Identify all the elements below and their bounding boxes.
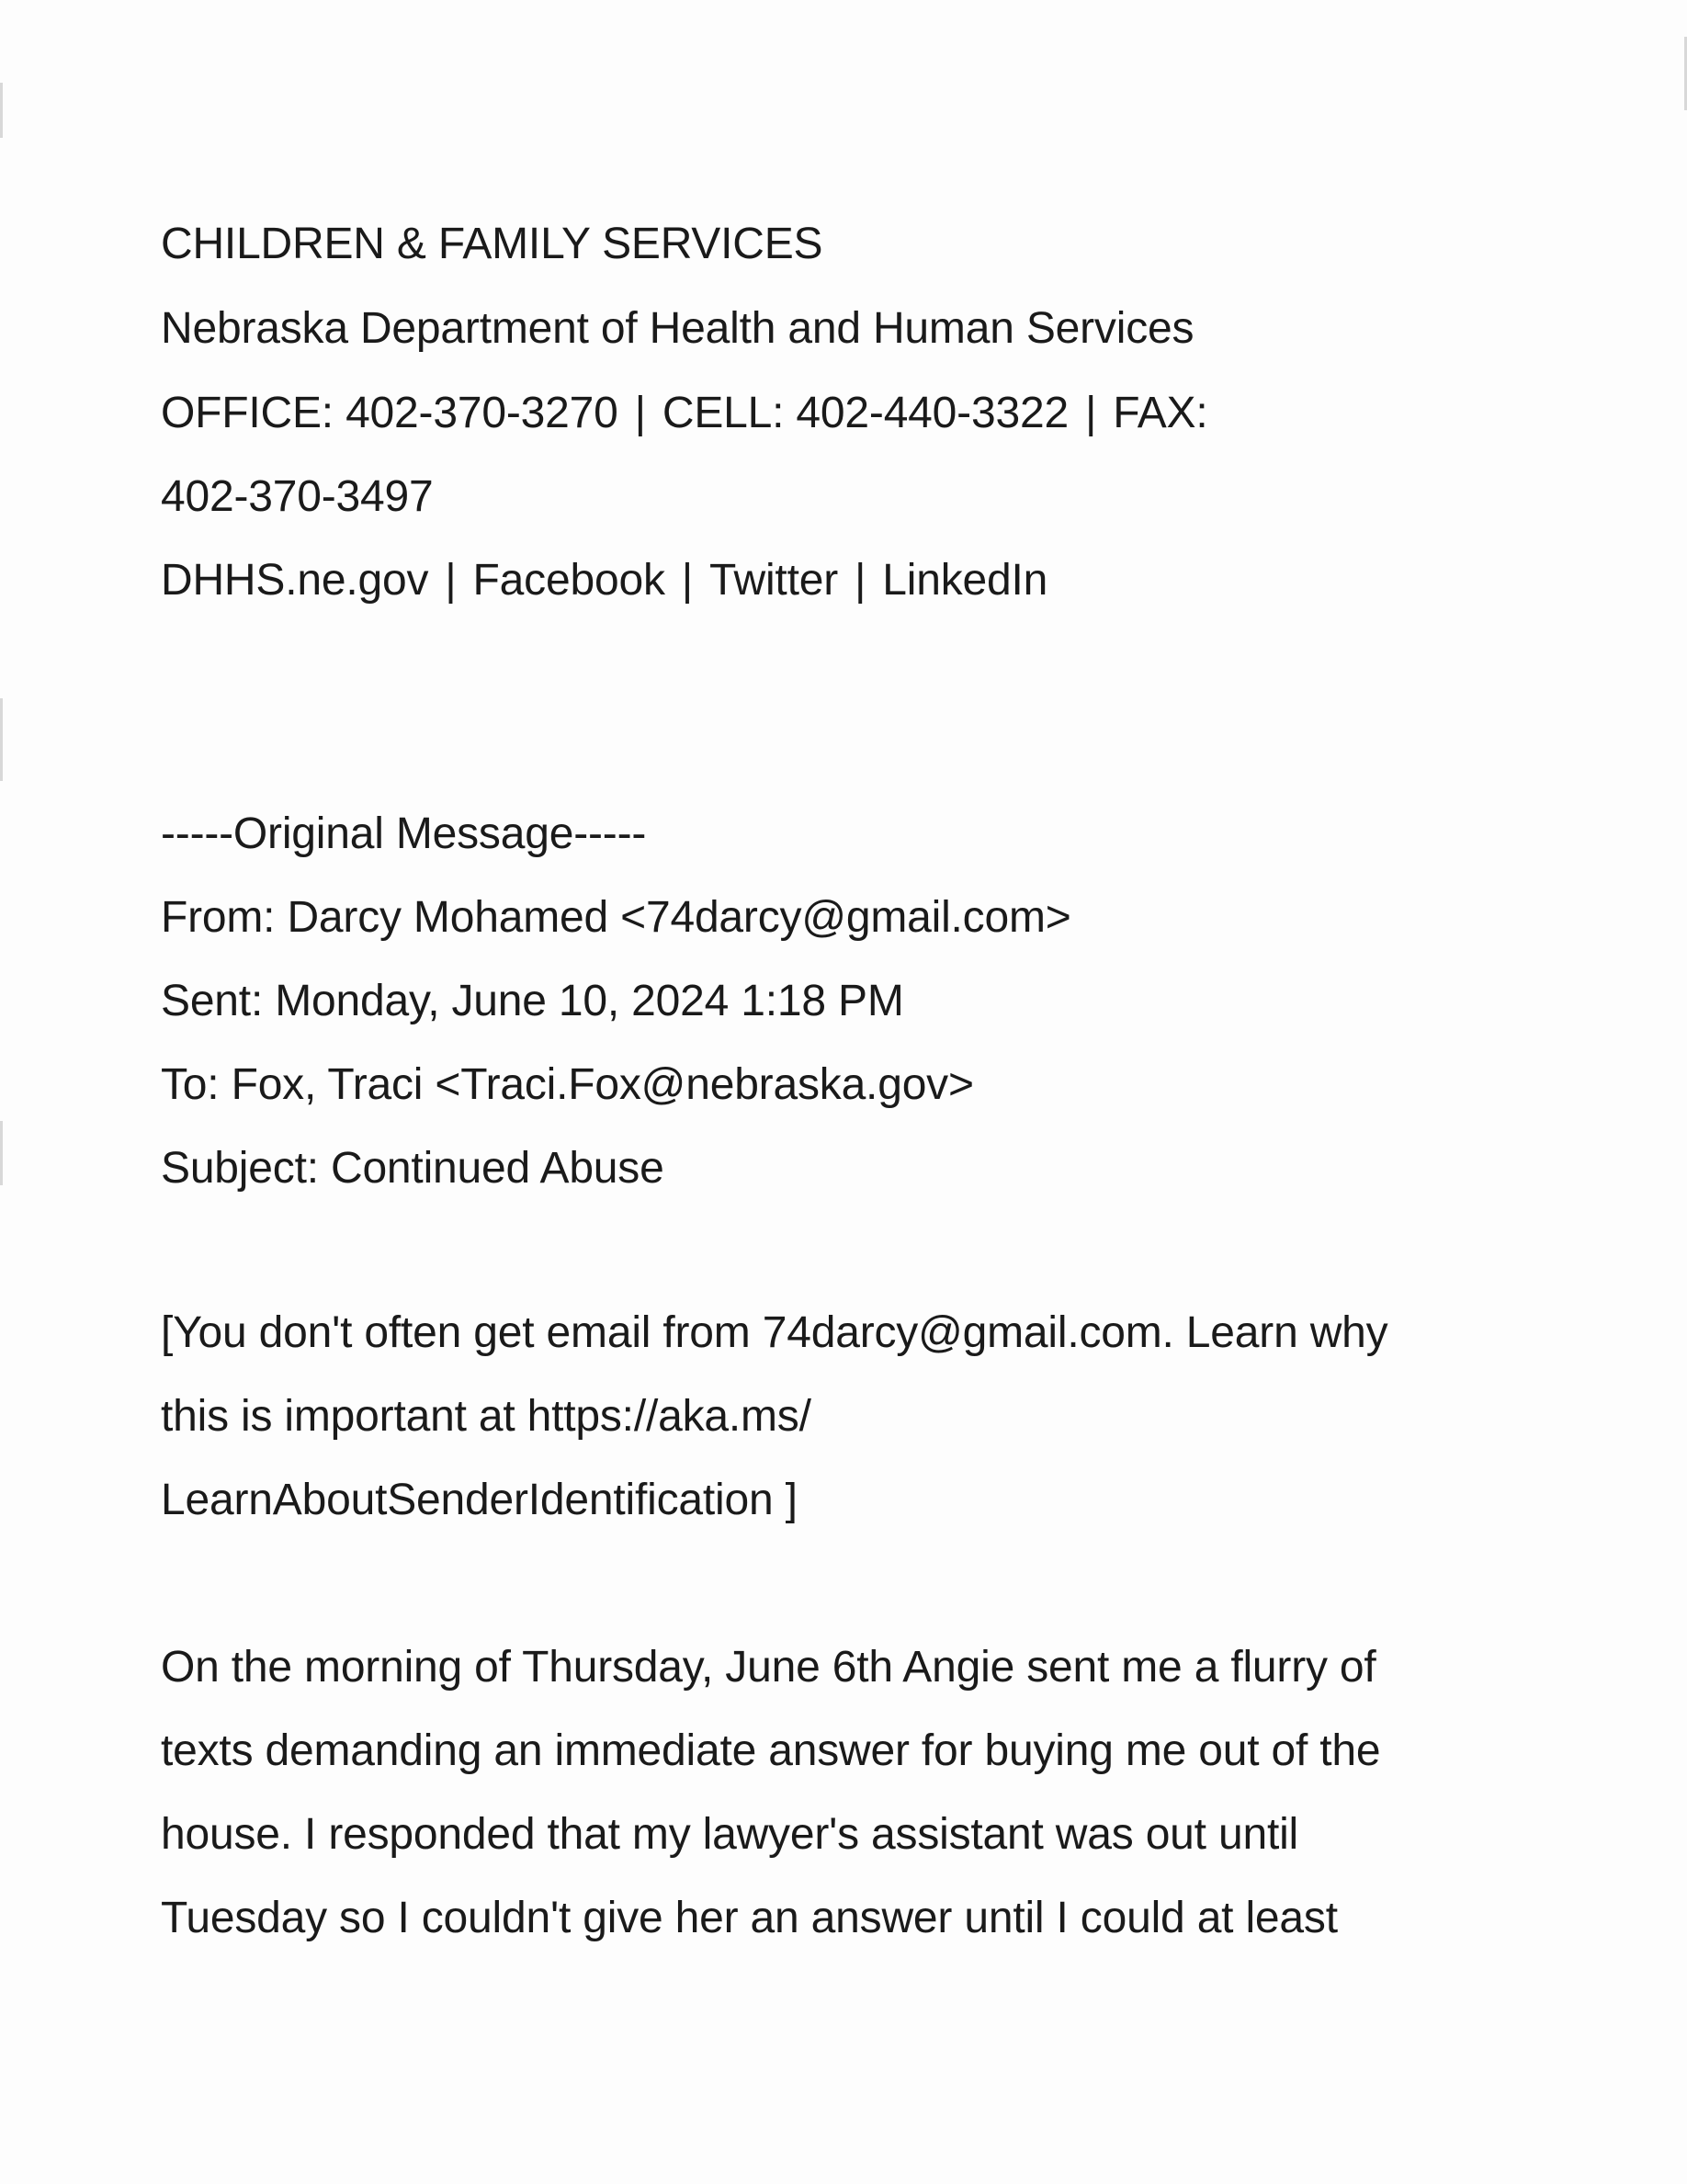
email-sent: Sent: Monday, June 10, 2024 1:18 PM	[161, 977, 904, 1025]
department-name: Nebraska Department of Health and Human Services	[161, 304, 1194, 353]
email-from: From: Darcy Mohamed <74darcy@gmail.com>	[161, 893, 1071, 942]
body-line: texts demanding an immediate answer for buying me out of the	[161, 1726, 1381, 1775]
separator: |	[854, 556, 866, 605]
scan-edge-mark	[0, 1121, 3, 1185]
org-name: CHILDREN & FAMILY SERVICES	[161, 220, 823, 268]
original-message-divider: -----Original Message-----	[161, 809, 647, 858]
facebook-link[interactable]: Facebook	[472, 556, 665, 605]
cell-number: CELL: 402-440-3322	[662, 389, 1069, 437]
email-subject: Subject: Continued Abuse	[161, 1144, 664, 1193]
signature-links	[161, 553, 1047, 608]
sender-warning-line: this is important at https://aka.ms/	[161, 1392, 811, 1441]
separator: |	[634, 389, 646, 437]
scan-edge-mark	[0, 83, 3, 138]
linkedin-link[interactable]: LinkedIn	[882, 556, 1048, 605]
separator: |	[445, 556, 457, 605]
body-line: On the morning of Thursday, June 6th Angie sent me a flurry of	[161, 1643, 1376, 1692]
separator: |	[1084, 389, 1097, 437]
body-line: house. I responded that my lawyer's assistant was out until	[161, 1810, 1299, 1859]
office-number: OFFICE: 402-370-3270	[161, 389, 618, 437]
fax-number: 402-370-3497	[161, 472, 434, 521]
fax-label: FAX:	[1113, 389, 1208, 437]
sender-warning-line: [You don't often get email from 74darcy@gmail.com. Learn why	[161, 1308, 1388, 1357]
contact-numbers	[161, 386, 1207, 441]
dhhs-website-link[interactable]: DHHS.ne.gov	[161, 556, 429, 605]
email-to: To: Fox, Traci <Traci.Fox@nebraska.gov>	[161, 1060, 974, 1109]
body-line: Tuesday so I couldn't give her an answer until I could at least	[161, 1894, 1338, 1942]
twitter-link[interactable]: Twitter	[709, 556, 838, 605]
sender-warning-line: LearnAboutSenderIdentification ]	[161, 1476, 798, 1524]
separator: |	[681, 556, 694, 605]
scan-edge-mark	[0, 698, 3, 781]
